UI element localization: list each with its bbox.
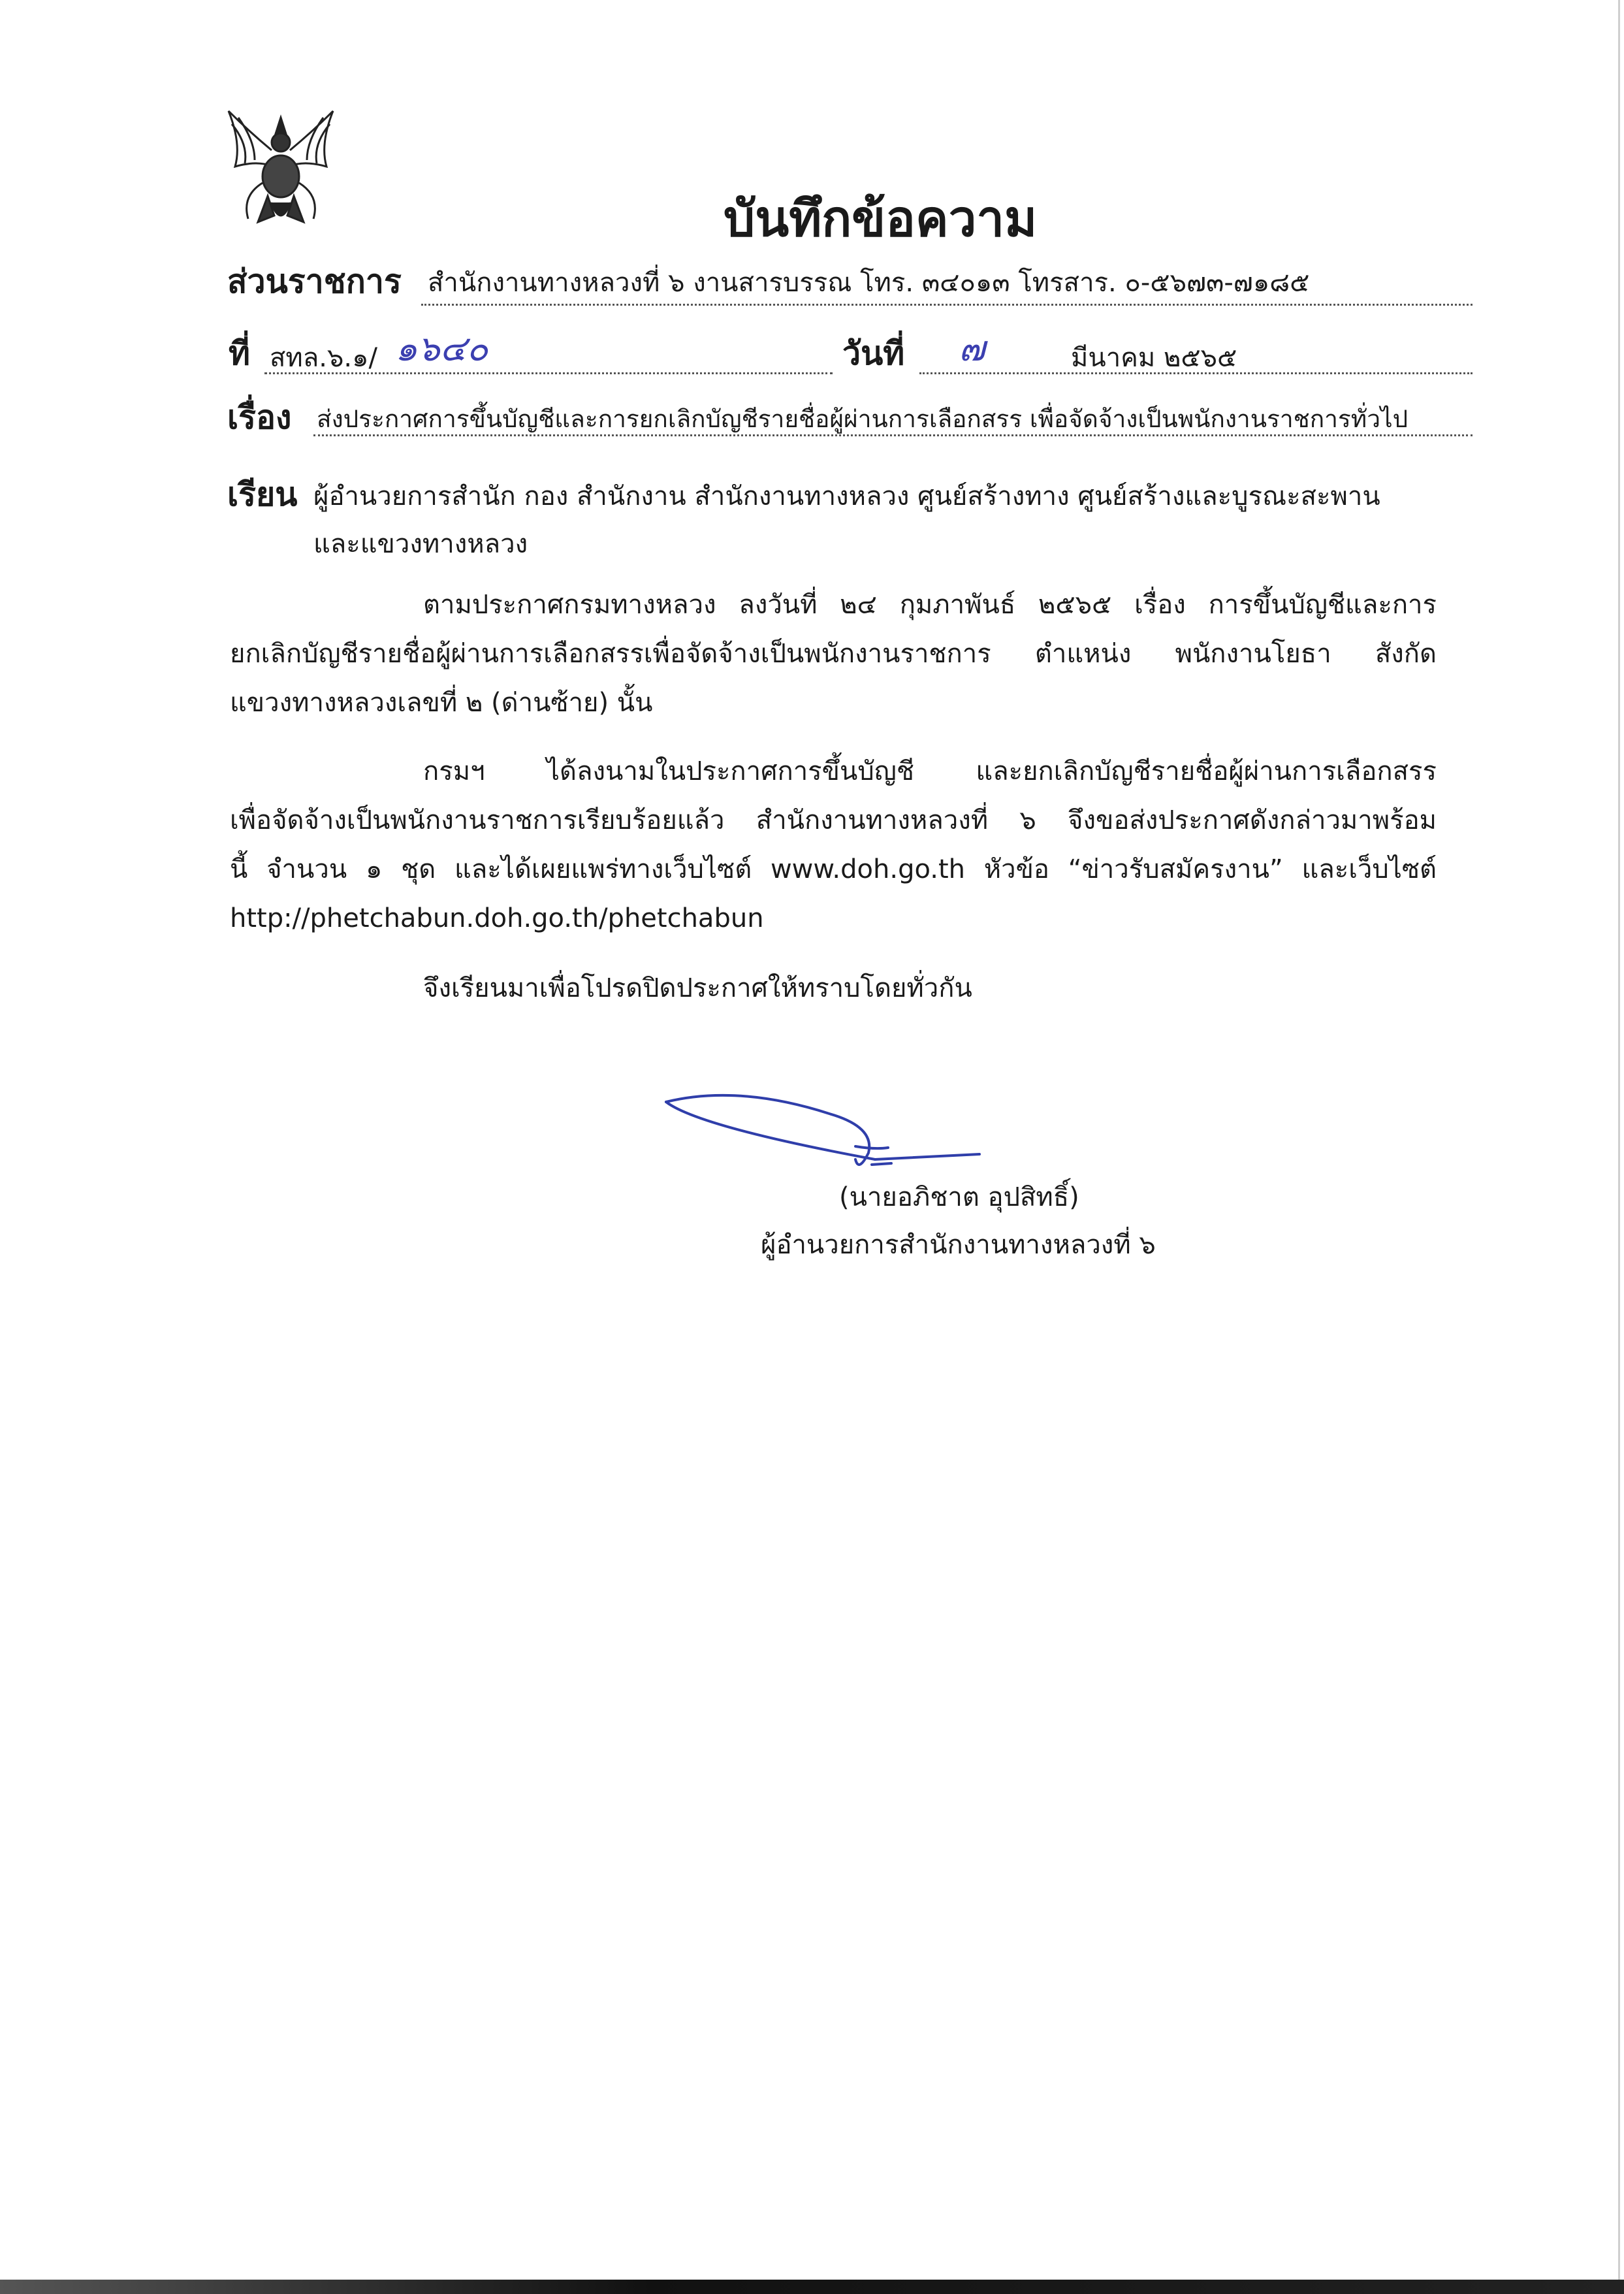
date-month-year: มีนาคม ๒๕๖๕ — [1071, 343, 1237, 373]
to-label: เรียน — [227, 476, 298, 513]
paragraph-1-line-3: แขวงทางหลวงเลขที่ ๒ (ด่านซ้าย) นั้น — [230, 688, 653, 718]
department-underline — [421, 304, 1473, 306]
ref-number-handwritten: ๑๖๔๐ — [395, 328, 488, 369]
signatory-position: ผู้อำนวยการสำนักงานทางหลวงที่ ๖ — [761, 1230, 1156, 1260]
date-underline — [919, 372, 1473, 374]
signatory-name: (นายอภิชาต อุปสิทธิ์) — [839, 1182, 1079, 1212]
department-value: สำนักงานทางหลวงที่ ๖ งานสารบรรณ โทร. ๓๔๐๑๓ โทรสาร. ๐-๕๖๗๓-๗๑๘๕ — [428, 268, 1310, 298]
page-title: บันทึกข้อความ — [724, 189, 1038, 248]
ref-prefix: สทล.๖.๑/ — [270, 343, 377, 373]
date-label: วันที่ — [842, 334, 905, 372]
department-label: ส่วนราชการ — [227, 263, 402, 300]
paragraph-2-line-4: http://phetchabun.doh.go.th/phetchabun — [230, 903, 764, 933]
paragraph-2-line-1: กรมฯ ได้ลงนามในประกาศการขึ้นบัญชี และยกเลิกบัญชีรายชื่อผู้ผ่านการเลือกสรร — [423, 756, 1437, 786]
ref-label: ที่ — [229, 334, 250, 372]
garuda-emblem-icon — [222, 105, 340, 229]
scan-edge-bottom — [0, 2280, 1624, 2294]
ref-underline — [264, 372, 833, 374]
paragraph-2-line-2: เพื่อจัดจ้างเป็นพนักงานราชการเรียบร้อยแล้ว สำนักงานทางหลวงที่ ๖ จึงขอส่งประกาศดังกล่าวมาพร้อม — [230, 805, 1437, 835]
subject-label: เรื่อง — [227, 398, 292, 436]
signature-scribble — [660, 1088, 999, 1186]
subject-underline — [313, 434, 1473, 436]
scan-edge-right — [1618, 0, 1620, 2280]
paragraph-2-line-3: นี้ จำนวน ๑ ชุด และได้เผยแพร่ทางเว็บไซต์ www.doh.go.th หัวข้อ “ข่าวรับสมัครงาน” และเว็บไซต์ — [230, 854, 1437, 884]
subject-value: ส่งประกาศการขึ้นบัญชีและการยกเลิกบัญชีรายชื่อผู้ผ่านการเลือกสรร เพื่อจัดจ้างเป็นพนักงานราชการทั่วไป — [317, 405, 1409, 433]
paragraph-1-line-1: ตามประกาศกรมทางหลวง ลงวันที่ ๒๔ กุมภาพันธ์ ๒๕๖๕ เรื่อง การขึ้นบัญชีและการ — [423, 590, 1437, 620]
date-day-handwritten: ๗ — [959, 328, 985, 369]
paragraph-1-line-2: ยกเลิกบัญชีรายชื่อผู้ผ่านการเลือกสรรเพื่อจัดจ้างเป็นพนักงานราชการ ตำแหน่ง พนักงานโยธา สังกัด — [230, 639, 1437, 669]
to-line2: และแขวงทางหลวง — [313, 529, 528, 559]
to-line1: ผู้อำนวยการสำนัก กอง สำนักงาน สำนักงานทางหลวง ศูนย์สร้างทาง ศูนย์สร้างและบูรณะสะพาน — [313, 481, 1380, 511]
closing-line: จึงเรียนมาเพื่อโปรดปิดประกาศให้ทราบโดยทั่วกัน — [423, 973, 972, 1003]
